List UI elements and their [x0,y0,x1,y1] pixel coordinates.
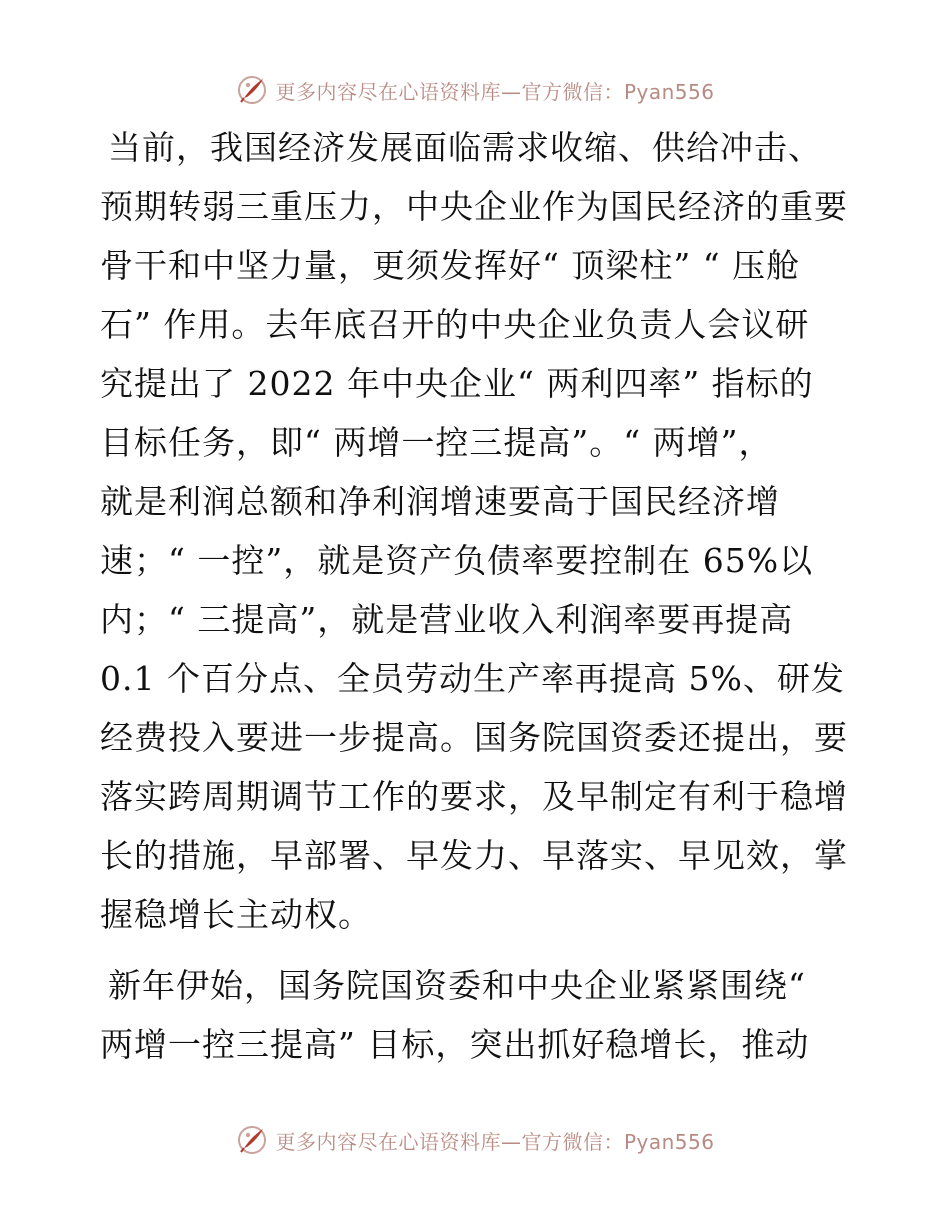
text-line: 0.1 个百分点、全员劳动生产率再提高 5%、研发 [100,659,845,698]
feather-pen-emblem-icon [235,1123,269,1157]
text-line: 握稳增长主动权。 [100,895,372,934]
header-watermark [0,72,950,108]
paragraph-spacer [100,944,860,956]
text-line: 预期转弱三重压力，中央企业作为国民经济的重要 [100,187,848,226]
text-line: 速；“ 一控”，就是资产负债率要控制在 65%以 [100,541,814,580]
text-line: 落实跨周期调节工作的要求，及早制定有利于稳增 [100,777,848,816]
text-line: 内；“ 三提高”，就是营业收入利润率要再提高 [100,600,794,639]
text-line: 骨干和中坚力量，更须发挥好“ 顶梁柱” “ 压舱 [100,246,801,285]
text-line: 目标任务，即“ 两增一控三提高”。“ 两增”， [100,423,773,462]
text-line: 新年伊始，国务院国资委和中央企业紧紧围绕“ [108,966,806,1005]
document-body [100,118,860,1074]
text-line: 当前，我国经济发展面临需求收缩、供给冲击、 [108,128,822,167]
feather-pen-emblem-icon [235,73,269,107]
text-line: 经费投入要进一步提高。国务院国资委还提出，要 [100,718,848,757]
text-line: 就是利润总额和净利润增速要高于国民经济增 [100,482,780,521]
footer-watermark [0,1122,950,1158]
paragraph-1 [100,118,860,944]
text-line: 两增一控三提高” 目标，突出抓好稳增长，推动 [100,1025,810,1064]
text-line: 长的措施，早部署、早发力、早落实、早见效，掌 [100,836,848,875]
text-line: 究提出了 2022 年中央企业“ 两利四率” 指标的 [100,364,814,403]
text-line: 石” 作用。去年底召开的中央企业负责人会议研 [100,305,810,344]
paragraph-2 [100,956,860,1074]
watermark-text: 更多内容尽在心语资料库—官方微信：Pyan556 [275,1129,715,1154]
watermark-text: 更多内容尽在心语资料库—官方微信：Pyan556 [275,79,715,104]
